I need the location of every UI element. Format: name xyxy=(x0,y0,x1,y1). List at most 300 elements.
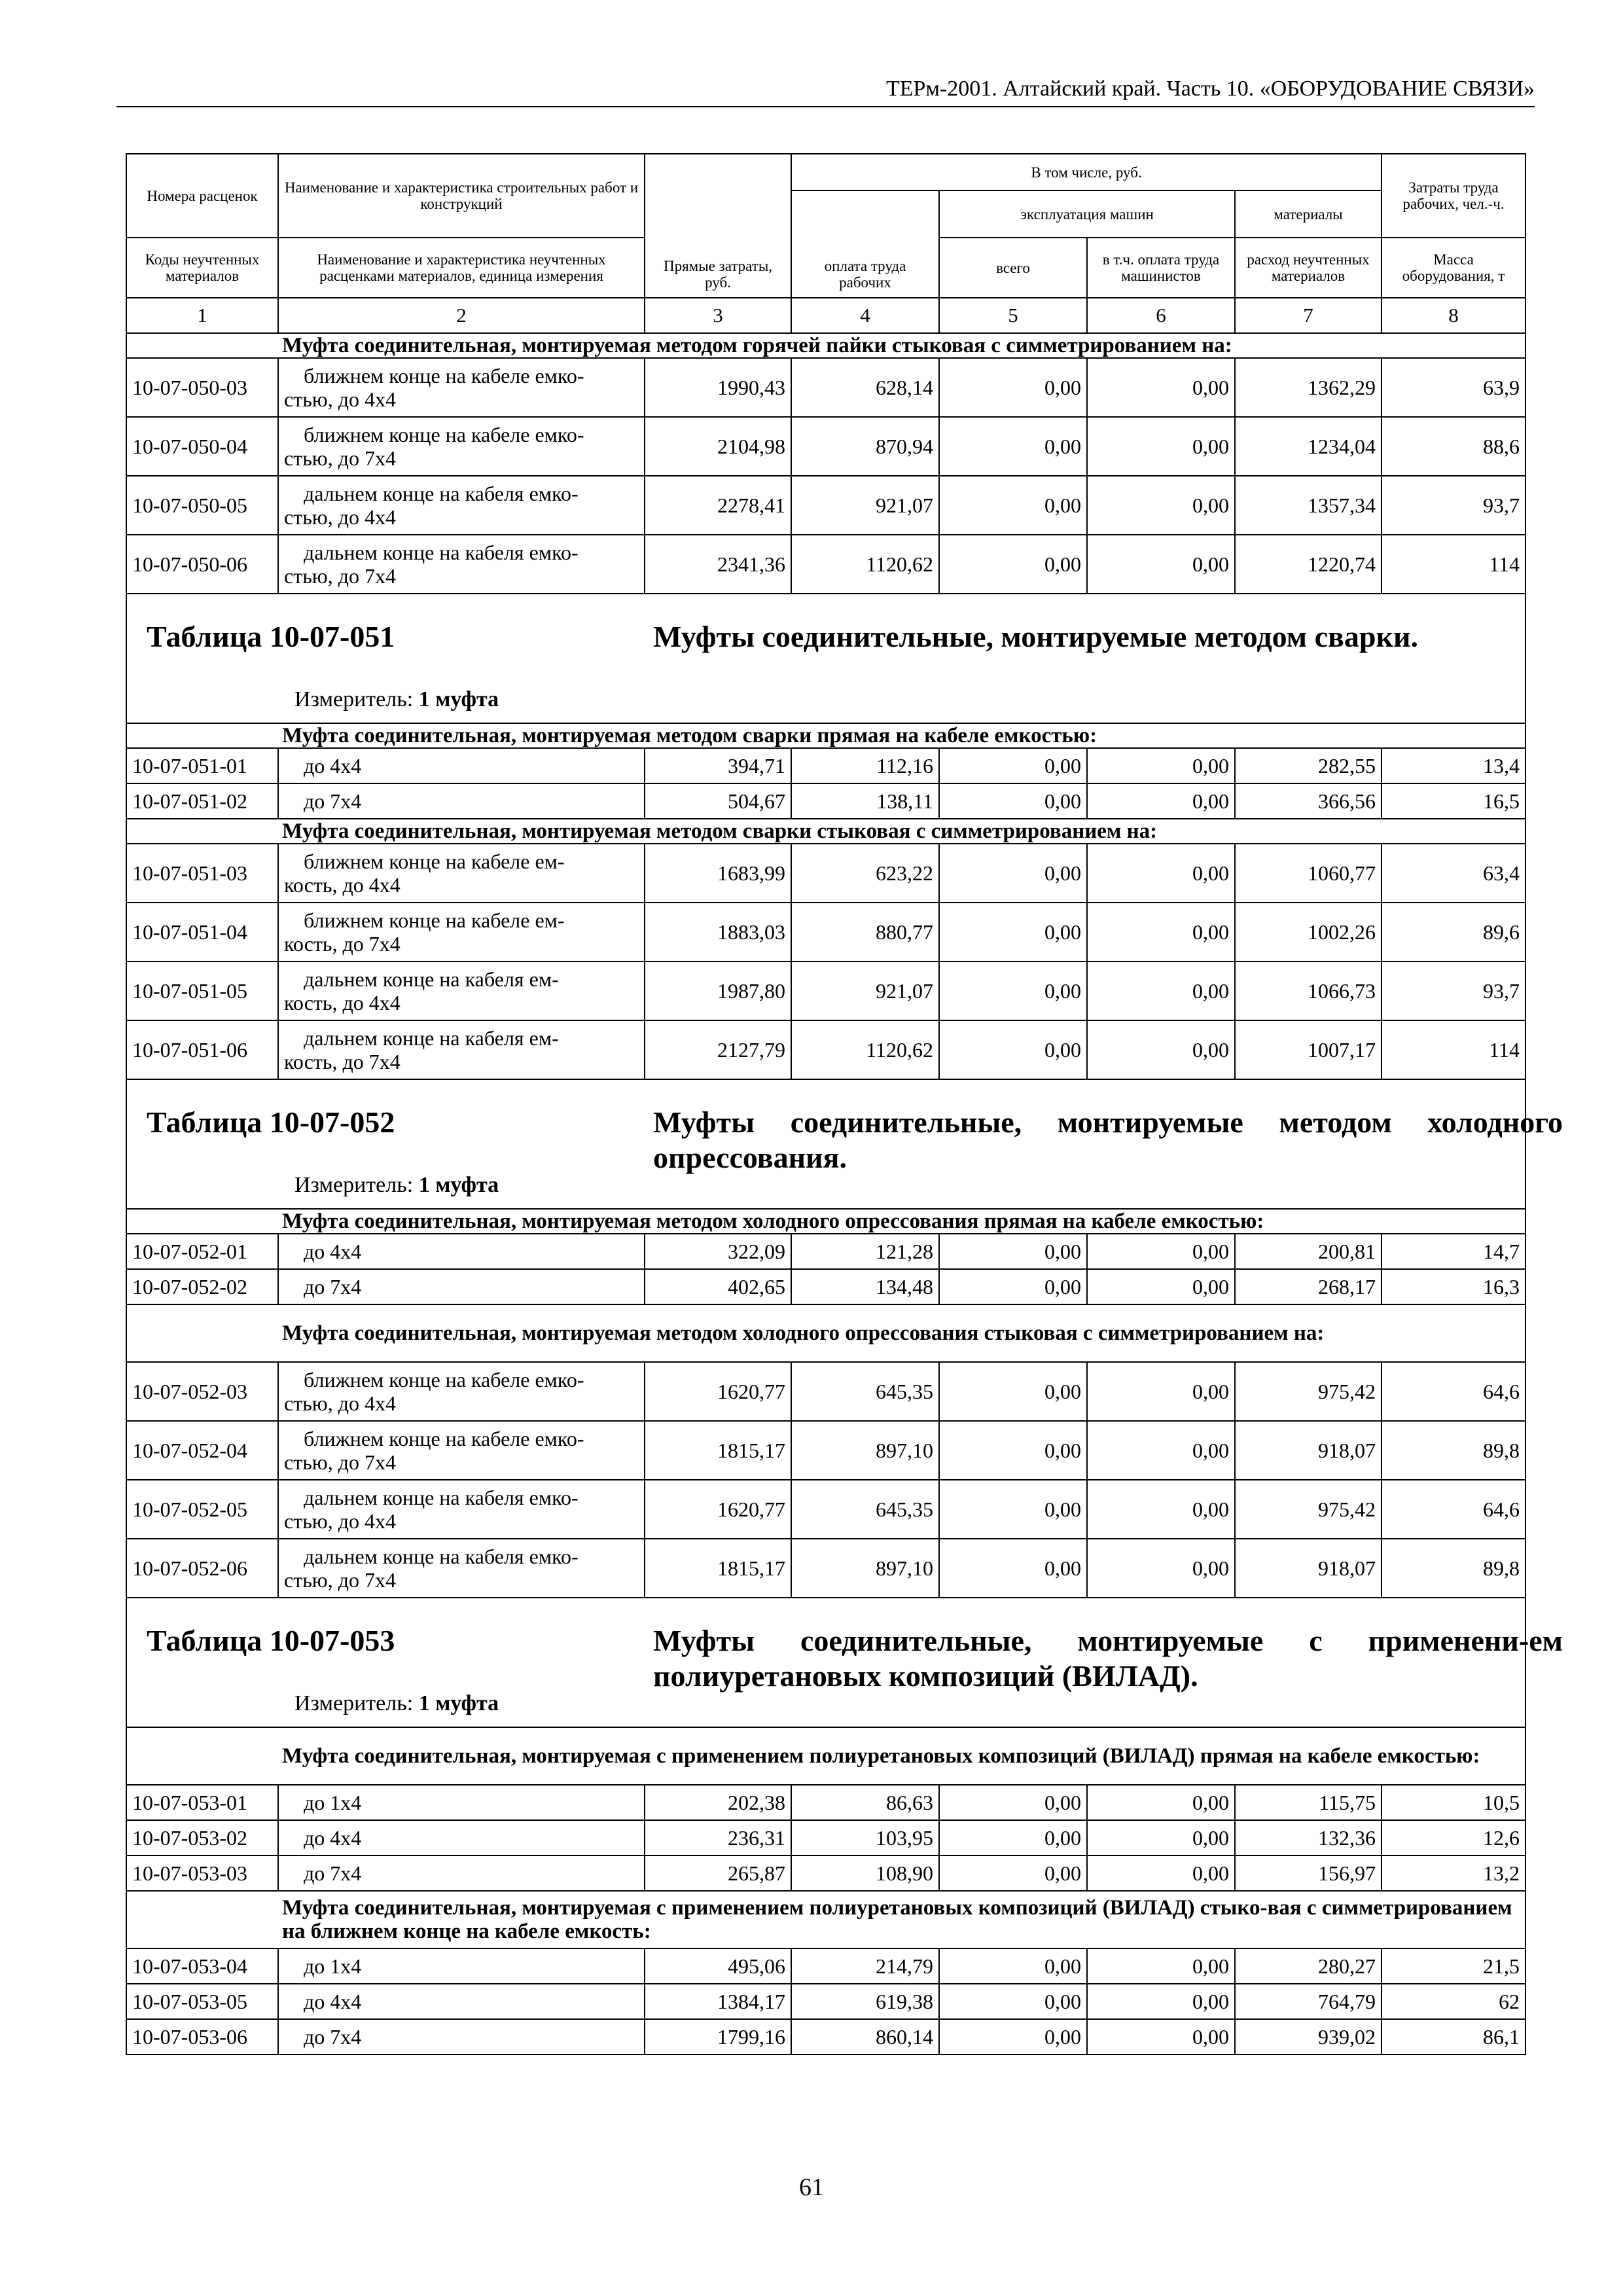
section-heading: Муфта соединительная, монтируемая методом холодного опрессования стыковая с симметрированием на: xyxy=(278,1304,1525,1362)
measure xyxy=(294,687,499,712)
row-mat: 1002,26 xyxy=(1235,903,1382,961)
row-mach: 0,00 xyxy=(939,1984,1087,2019)
table-row xyxy=(126,476,1525,535)
row-labor-pay: 623,22 xyxy=(791,844,939,903)
row-labor-pay: 214,79 xyxy=(791,1948,939,1984)
col-name-bottom: Наименование и характеристика неучтенных расценками материалов, единица измерения xyxy=(278,238,645,298)
table-row xyxy=(126,1539,1525,1598)
row-mach-pay: 0,00 xyxy=(1087,1539,1235,1598)
row-mat: 200,81 xyxy=(1235,1234,1382,1269)
row-mach-pay: 0,00 xyxy=(1087,748,1235,783)
row-labor-pay: 870,94 xyxy=(791,417,939,476)
table-number: Таблица 10-07-051 xyxy=(147,620,395,653)
row-direct: 495,06 xyxy=(645,1948,791,1984)
row-mach-pay: 0,00 xyxy=(1087,1362,1235,1421)
row-labor-pay: 134,48 xyxy=(791,1269,939,1304)
table-title-block xyxy=(126,594,1525,723)
row-mat: 975,42 xyxy=(1235,1480,1382,1539)
row-labor: 16,3 xyxy=(1382,1269,1525,1304)
measure-label: Измеритель: xyxy=(294,1173,414,1197)
row-name xyxy=(278,1234,645,1269)
column-number-row xyxy=(126,298,1525,333)
row-mat: 115,75 xyxy=(1235,1785,1382,1820)
row-labor: 63,9 xyxy=(1382,358,1525,417)
section-heading: Муфта соединительная, монтируемая методом сварки прямая на кабеле емкостью: xyxy=(278,723,1525,748)
row-mach-pay: 0,00 xyxy=(1087,358,1235,417)
row-name xyxy=(278,1269,645,1304)
table-row xyxy=(126,1820,1525,1856)
row-code: 10-07-053-06 xyxy=(126,2019,278,2054)
measure xyxy=(294,1173,499,1198)
row-name-line2: стью, до 4х4 xyxy=(284,1391,396,1415)
row-mat: 1007,17 xyxy=(1235,1020,1382,1079)
row-labor: 93,7 xyxy=(1382,476,1525,535)
row-mach: 0,00 xyxy=(939,1948,1087,1984)
row-name xyxy=(278,535,645,594)
column-number: 8 xyxy=(1382,298,1525,333)
row-direct: 1990,43 xyxy=(645,358,791,417)
col-materials-bottom: расход неучтенных материалов xyxy=(1235,238,1382,298)
row-direct: 1620,77 xyxy=(645,1362,791,1421)
row-labor: 14,7 xyxy=(1382,1234,1525,1269)
col-codes-bottom: Коды неучтенных материалов xyxy=(126,238,278,298)
section-heading-spacer xyxy=(126,723,278,748)
row-labor: 21,5 xyxy=(1382,1948,1525,1984)
row-mach-pay: 0,00 xyxy=(1087,844,1235,903)
row-mach-pay: 0,00 xyxy=(1087,1480,1235,1539)
row-mach: 0,00 xyxy=(939,844,1087,903)
row-direct: 202,38 xyxy=(645,1785,791,1820)
row-name-text: до 7х4 xyxy=(304,1275,362,1299)
row-mat: 918,07 xyxy=(1235,1421,1382,1480)
row-mat: 1357,34 xyxy=(1235,476,1382,535)
table-number: Таблица 10-07-052 xyxy=(147,1105,395,1139)
row-mach: 0,00 xyxy=(939,1269,1087,1304)
row-name-line2: стью, до 7х4 xyxy=(284,1568,396,1592)
row-name-line1: дальнем конце на кабеля емко- xyxy=(304,1486,579,1509)
row-name-text: до 4х4 xyxy=(304,1240,362,1263)
table-title-row xyxy=(126,1079,1525,1209)
row-labor-pay: 1120,62 xyxy=(791,535,939,594)
row-mat: 1362,29 xyxy=(1235,358,1382,417)
row-code: 10-07-050-04 xyxy=(126,417,278,476)
row-labor: 63,4 xyxy=(1382,844,1525,903)
table-row xyxy=(126,1480,1525,1539)
row-name-line1: дальнем конце на кабеля ем- xyxy=(304,967,559,991)
row-direct: 322,09 xyxy=(645,1234,791,1269)
row-labor: 64,6 xyxy=(1382,1480,1525,1539)
col-labor-pay: оплата труда рабочих xyxy=(791,190,939,298)
row-code: 10-07-052-05 xyxy=(126,1480,278,1539)
row-code: 10-07-051-03 xyxy=(126,844,278,903)
row-mach-pay: 0,00 xyxy=(1087,535,1235,594)
section-heading: Муфта соединительная, монтируемая методом холодного опрессования прямая на кабеле емкостью: xyxy=(278,1209,1525,1234)
row-code: 10-07-051-06 xyxy=(126,1020,278,1079)
row-name-line1: ближнем конце на кабеле емко- xyxy=(304,423,584,446)
row-name-text: до 4х4 xyxy=(304,1826,362,1850)
table-title-wrap xyxy=(132,1080,1563,1208)
row-code: 10-07-052-06 xyxy=(126,1539,278,1598)
column-number: 3 xyxy=(645,298,791,333)
row-mach-pay: 0,00 xyxy=(1087,1269,1235,1304)
col-labor-bottom: Масса оборудования, т xyxy=(1382,238,1525,298)
section-heading-row xyxy=(126,333,1525,358)
row-direct: 2278,41 xyxy=(645,476,791,535)
row-labor-pay: 897,10 xyxy=(791,1539,939,1598)
col-machines: эксплуатация машин xyxy=(939,190,1235,238)
section-heading: Муфта соединительная, монтируемая методом горячей пайки стыковая с симметрированием на: xyxy=(278,333,1525,358)
row-name-line1: дальнем конце на кабеля емко- xyxy=(304,482,579,505)
row-code: 10-07-053-01 xyxy=(126,1785,278,1820)
row-mat: 1066,73 xyxy=(1235,961,1382,1020)
row-code: 10-07-051-04 xyxy=(126,903,278,961)
row-name-line2: стью, до 7х4 xyxy=(284,446,396,470)
row-name xyxy=(278,1820,645,1856)
row-mach: 0,00 xyxy=(939,1539,1087,1598)
row-labor: 93,7 xyxy=(1382,961,1525,1020)
row-mach: 0,00 xyxy=(939,1480,1087,1539)
row-mach-pay: 0,00 xyxy=(1087,417,1235,476)
row-labor: 89,8 xyxy=(1382,1539,1525,1598)
row-name-text: до 7х4 xyxy=(304,1861,362,1885)
section-heading-row xyxy=(126,1727,1525,1785)
row-labor-pay: 86,63 xyxy=(791,1785,939,1820)
row-name-line1: дальнем конце на кабеля емко- xyxy=(304,1545,579,1568)
row-mach: 0,00 xyxy=(939,417,1087,476)
row-name-text: до 1х4 xyxy=(304,1954,362,1978)
row-name xyxy=(278,783,645,819)
table-row xyxy=(126,1421,1525,1480)
row-labor: 114 xyxy=(1382,535,1525,594)
table-number: Таблица 10-07-053 xyxy=(147,1624,395,1657)
row-code: 10-07-051-02 xyxy=(126,783,278,819)
section-heading-spacer xyxy=(126,1304,278,1362)
table-row xyxy=(126,417,1525,476)
measure-value: 1 муфта xyxy=(418,1691,499,1715)
section-heading-row xyxy=(126,1304,1525,1362)
table-row xyxy=(126,358,1525,417)
table-title-wrap xyxy=(132,594,1520,723)
row-name-line2: кость, до 7х4 xyxy=(284,1050,401,1073)
row-name xyxy=(278,1856,645,1891)
table-row xyxy=(126,903,1525,961)
row-direct: 2341,36 xyxy=(645,535,791,594)
row-labor: 88,6 xyxy=(1382,417,1525,476)
row-name xyxy=(278,1362,645,1421)
row-mat: 918,07 xyxy=(1235,1539,1382,1598)
row-labor: 16,5 xyxy=(1382,783,1525,819)
row-mach-pay: 0,00 xyxy=(1087,2019,1235,2054)
row-name-line1: ближнем конце на кабеле ем- xyxy=(304,908,565,932)
row-code: 10-07-051-05 xyxy=(126,961,278,1020)
row-mach: 0,00 xyxy=(939,1785,1087,1820)
table-row xyxy=(126,783,1525,819)
row-name xyxy=(278,1020,645,1079)
row-name-line2: стью, до 4х4 xyxy=(284,505,396,529)
row-direct: 1683,99 xyxy=(645,844,791,903)
row-labor: 12,6 xyxy=(1382,1820,1525,1856)
price-table xyxy=(126,153,1563,2055)
row-labor: 13,4 xyxy=(1382,748,1525,783)
row-mat: 132,36 xyxy=(1235,1820,1382,1856)
row-mach-pay: 0,00 xyxy=(1087,1856,1235,1891)
row-labor-pay: 645,35 xyxy=(791,1480,939,1539)
table-title: Муфты соединительные, монтируемые с применени-ем полиуретановых композиций (ВИЛАД). xyxy=(653,1624,1563,1693)
table-row xyxy=(126,1269,1525,1304)
row-mach: 0,00 xyxy=(939,961,1087,1020)
measure xyxy=(294,1691,499,1716)
row-direct: 1620,77 xyxy=(645,1480,791,1539)
row-labor-pay: 645,35 xyxy=(791,1362,939,1421)
table-title: Муфты соединительные, монтируемые методом сварки. xyxy=(653,620,1418,653)
row-mat: 366,56 xyxy=(1235,783,1382,819)
row-name xyxy=(278,844,645,903)
row-direct: 1815,17 xyxy=(645,1421,791,1480)
col-machines-total: всего xyxy=(939,238,1087,298)
table-title-block xyxy=(126,1079,1563,1209)
row-direct: 236,31 xyxy=(645,1820,791,1856)
column-number: 4 xyxy=(791,298,939,333)
col-machines-pay: в т.ч. оплата труда машинистов xyxy=(1087,238,1235,298)
section-heading-row xyxy=(126,819,1525,844)
column-number: 7 xyxy=(1235,298,1382,333)
row-name-line2: кость, до 4х4 xyxy=(284,991,401,1014)
measure-value: 1 муфта xyxy=(418,687,499,711)
column-number: 1 xyxy=(126,298,278,333)
header-row-1 xyxy=(126,154,1525,190)
row-name xyxy=(278,476,645,535)
row-direct: 2127,79 xyxy=(645,1020,791,1079)
row-labor: 114 xyxy=(1382,1020,1525,1079)
row-mach: 0,00 xyxy=(939,1234,1087,1269)
row-direct: 1384,17 xyxy=(645,1984,791,2019)
table-title-row xyxy=(126,1598,1525,1727)
row-mach: 0,00 xyxy=(939,1421,1087,1480)
row-mach: 0,00 xyxy=(939,1362,1087,1421)
measure-label: Измеритель: xyxy=(294,687,414,711)
row-name xyxy=(278,1539,645,1598)
column-number: 6 xyxy=(1087,298,1235,333)
section-heading-spacer xyxy=(126,819,278,844)
row-labor: 89,6 xyxy=(1382,903,1525,961)
row-direct: 394,71 xyxy=(645,748,791,783)
section-heading-spacer xyxy=(126,1891,278,1948)
row-mat: 280,27 xyxy=(1235,1948,1382,1984)
row-name xyxy=(278,1984,645,2019)
section-heading: Муфта соединительная, монтируемая методом сварки стыковая с симметрированием на: xyxy=(278,819,1525,844)
row-mat: 282,55 xyxy=(1235,748,1382,783)
table-row xyxy=(126,1785,1525,1820)
row-mach-pay: 0,00 xyxy=(1087,1948,1235,1984)
row-direct: 1799,16 xyxy=(645,2019,791,2054)
row-code: 10-07-050-03 xyxy=(126,358,278,417)
row-labor-pay: 121,28 xyxy=(791,1234,939,1269)
row-direct: 1987,80 xyxy=(645,961,791,1020)
section-heading-row xyxy=(126,1209,1525,1234)
col-codes-top: Номера расценок xyxy=(126,154,278,238)
row-mach: 0,00 xyxy=(939,748,1087,783)
row-mach-pay: 0,00 xyxy=(1087,783,1235,819)
row-direct: 1815,17 xyxy=(645,1539,791,1598)
row-direct: 265,87 xyxy=(645,1856,791,1891)
row-direct: 2104,98 xyxy=(645,417,791,476)
table-row xyxy=(126,961,1525,1020)
row-mach: 0,00 xyxy=(939,783,1087,819)
row-mat: 764,79 xyxy=(1235,1984,1382,2019)
table-row xyxy=(126,535,1525,594)
row-name-line1: ближнем конце на кабеле емко- xyxy=(304,1427,584,1450)
row-name-line2: кость, до 4х4 xyxy=(284,873,401,897)
row-mach: 0,00 xyxy=(939,2019,1087,2054)
running-header: ТЕРм-2001. Алтайский край. Часть 10. «ОБОРУДОВАНИЕ СВЯЗИ» xyxy=(116,75,1535,107)
row-mat: 975,42 xyxy=(1235,1362,1382,1421)
col-materials: материалы xyxy=(1235,190,1382,238)
row-name xyxy=(278,1948,645,1984)
row-mat: 1060,77 xyxy=(1235,844,1382,903)
column-number: 5 xyxy=(939,298,1087,333)
row-name xyxy=(278,358,645,417)
row-code: 10-07-050-06 xyxy=(126,535,278,594)
row-labor-pay: 108,90 xyxy=(791,1856,939,1891)
row-name-text: до 1х4 xyxy=(304,1791,362,1814)
row-labor-pay: 897,10 xyxy=(791,1421,939,1480)
row-code: 10-07-051-01 xyxy=(126,748,278,783)
section-heading: Муфта соединительная, монтируемая с применением полиуретановых композиций (ВИЛАД) стыко-вая с симметрированием на ближнем конце на кабеле емкость: xyxy=(278,1891,1525,1948)
row-direct: 402,65 xyxy=(645,1269,791,1304)
row-name-line2: стью, до 7х4 xyxy=(284,1450,396,1474)
row-code: 10-07-052-03 xyxy=(126,1362,278,1421)
row-labor: 86,1 xyxy=(1382,2019,1525,2054)
section-heading-spacer xyxy=(126,333,278,358)
row-code: 10-07-053-02 xyxy=(126,1820,278,1856)
row-name xyxy=(278,961,645,1020)
page-number: 61 xyxy=(799,2174,824,2201)
table-row xyxy=(126,1856,1525,1891)
row-mach-pay: 0,00 xyxy=(1087,1785,1235,1820)
row-name-text: до 7х4 xyxy=(304,2025,362,2049)
table-row xyxy=(126,1984,1525,2019)
row-labor-pay: 1120,62 xyxy=(791,1020,939,1079)
row-mat: 1234,04 xyxy=(1235,417,1382,476)
row-mach-pay: 0,00 xyxy=(1087,903,1235,961)
row-labor: 64,6 xyxy=(1382,1362,1525,1421)
col-including: В том числе, руб. xyxy=(791,154,1382,190)
row-mach-pay: 0,00 xyxy=(1087,1020,1235,1079)
row-mach: 0,00 xyxy=(939,1820,1087,1856)
row-name-line1: ближнем конце на кабеле емко- xyxy=(304,364,584,387)
measure-label: Измеритель: xyxy=(294,1691,414,1715)
col-direct: Прямые затраты, руб. xyxy=(645,154,791,298)
row-name-line1: дальнем конце на кабеля ем- xyxy=(304,1026,559,1050)
row-mat: 1220,74 xyxy=(1235,535,1382,594)
row-labor-pay: 628,14 xyxy=(791,358,939,417)
row-labor-pay: 860,14 xyxy=(791,2019,939,2054)
section-heading-spacer xyxy=(126,1727,278,1785)
row-code: 10-07-053-03 xyxy=(126,1856,278,1891)
table-row xyxy=(126,748,1525,783)
row-name-line2: кость, до 7х4 xyxy=(284,932,401,956)
row-code: 10-07-052-02 xyxy=(126,1269,278,1304)
table-title-row xyxy=(126,594,1525,723)
row-code: 10-07-050-05 xyxy=(126,476,278,535)
row-labor: 13,2 xyxy=(1382,1856,1525,1891)
table-row xyxy=(126,2019,1525,2054)
row-mach: 0,00 xyxy=(939,903,1087,961)
row-code: 10-07-053-05 xyxy=(126,1984,278,2019)
row-labor: 10,5 xyxy=(1382,1785,1525,1820)
row-mach-pay: 0,00 xyxy=(1087,476,1235,535)
row-labor-pay: 921,07 xyxy=(791,476,939,535)
row-mat: 268,17 xyxy=(1235,1269,1382,1304)
row-mach-pay: 0,00 xyxy=(1087,1984,1235,2019)
row-name-line2: стью, до 4х4 xyxy=(284,387,396,411)
row-code: 10-07-052-01 xyxy=(126,1234,278,1269)
row-mach-pay: 0,00 xyxy=(1087,1820,1235,1856)
row-mach-pay: 0,00 xyxy=(1087,1421,1235,1480)
row-mach: 0,00 xyxy=(939,476,1087,535)
table-row xyxy=(126,1020,1525,1079)
row-mat: 939,02 xyxy=(1235,2019,1382,2054)
row-direct: 1883,03 xyxy=(645,903,791,961)
table-row xyxy=(126,1234,1525,1269)
row-name xyxy=(278,417,645,476)
row-name-line1: ближнем конце на кабеле емко- xyxy=(304,1368,584,1391)
row-name-text: до 4х4 xyxy=(304,1990,362,2013)
row-mach-pay: 0,00 xyxy=(1087,961,1235,1020)
row-name xyxy=(278,1785,645,1820)
row-name xyxy=(278,1421,645,1480)
section-heading-spacer xyxy=(126,1209,278,1234)
row-direct: 504,67 xyxy=(645,783,791,819)
row-name-line2: стью, до 4х4 xyxy=(284,1509,396,1533)
row-mach: 0,00 xyxy=(939,535,1087,594)
table-title-block xyxy=(126,1598,1563,1727)
row-name xyxy=(278,1480,645,1539)
row-labor-pay: 921,07 xyxy=(791,961,939,1020)
row-labor-pay: 112,16 xyxy=(791,748,939,783)
row-name-text: до 7х4 xyxy=(304,789,362,813)
row-name xyxy=(278,748,645,783)
table-row xyxy=(126,1362,1525,1421)
row-name-line2: стью, до 7х4 xyxy=(284,564,396,588)
section-heading-row xyxy=(126,1891,1525,1948)
row-labor-pay: 103,95 xyxy=(791,1820,939,1856)
row-name xyxy=(278,2019,645,2054)
row-code: 10-07-053-04 xyxy=(126,1948,278,1984)
row-mach: 0,00 xyxy=(939,1856,1087,1891)
row-name-line1: дальнем конце на кабеля емко- xyxy=(304,541,579,564)
measure-value: 1 муфта xyxy=(418,1173,499,1197)
section-heading-row xyxy=(126,723,1525,748)
row-labor-pay: 138,11 xyxy=(791,783,939,819)
row-mach-pay: 0,00 xyxy=(1087,1234,1235,1269)
row-labor: 89,8 xyxy=(1382,1421,1525,1480)
column-number: 2 xyxy=(278,298,645,333)
row-labor-pay: 880,77 xyxy=(791,903,939,961)
row-mach: 0,00 xyxy=(939,358,1087,417)
table-row xyxy=(126,1948,1525,1984)
col-name-top: Наименование и характеристика строительных работ и конструкций xyxy=(278,154,645,238)
table-title: Муфты соединительные, монтируемые методом холодного опрессования. xyxy=(653,1105,1563,1174)
row-name-line1: ближнем конце на кабеле ем- xyxy=(304,850,565,873)
col-labor-top: Затраты труда рабочих, чел.-ч. xyxy=(1382,154,1525,238)
table-row xyxy=(126,844,1525,903)
row-labor: 62 xyxy=(1382,1984,1525,2019)
row-name xyxy=(278,903,645,961)
row-mach: 0,00 xyxy=(939,1020,1087,1079)
row-labor-pay: 619,38 xyxy=(791,1984,939,2019)
table-title-wrap xyxy=(132,1598,1563,1727)
